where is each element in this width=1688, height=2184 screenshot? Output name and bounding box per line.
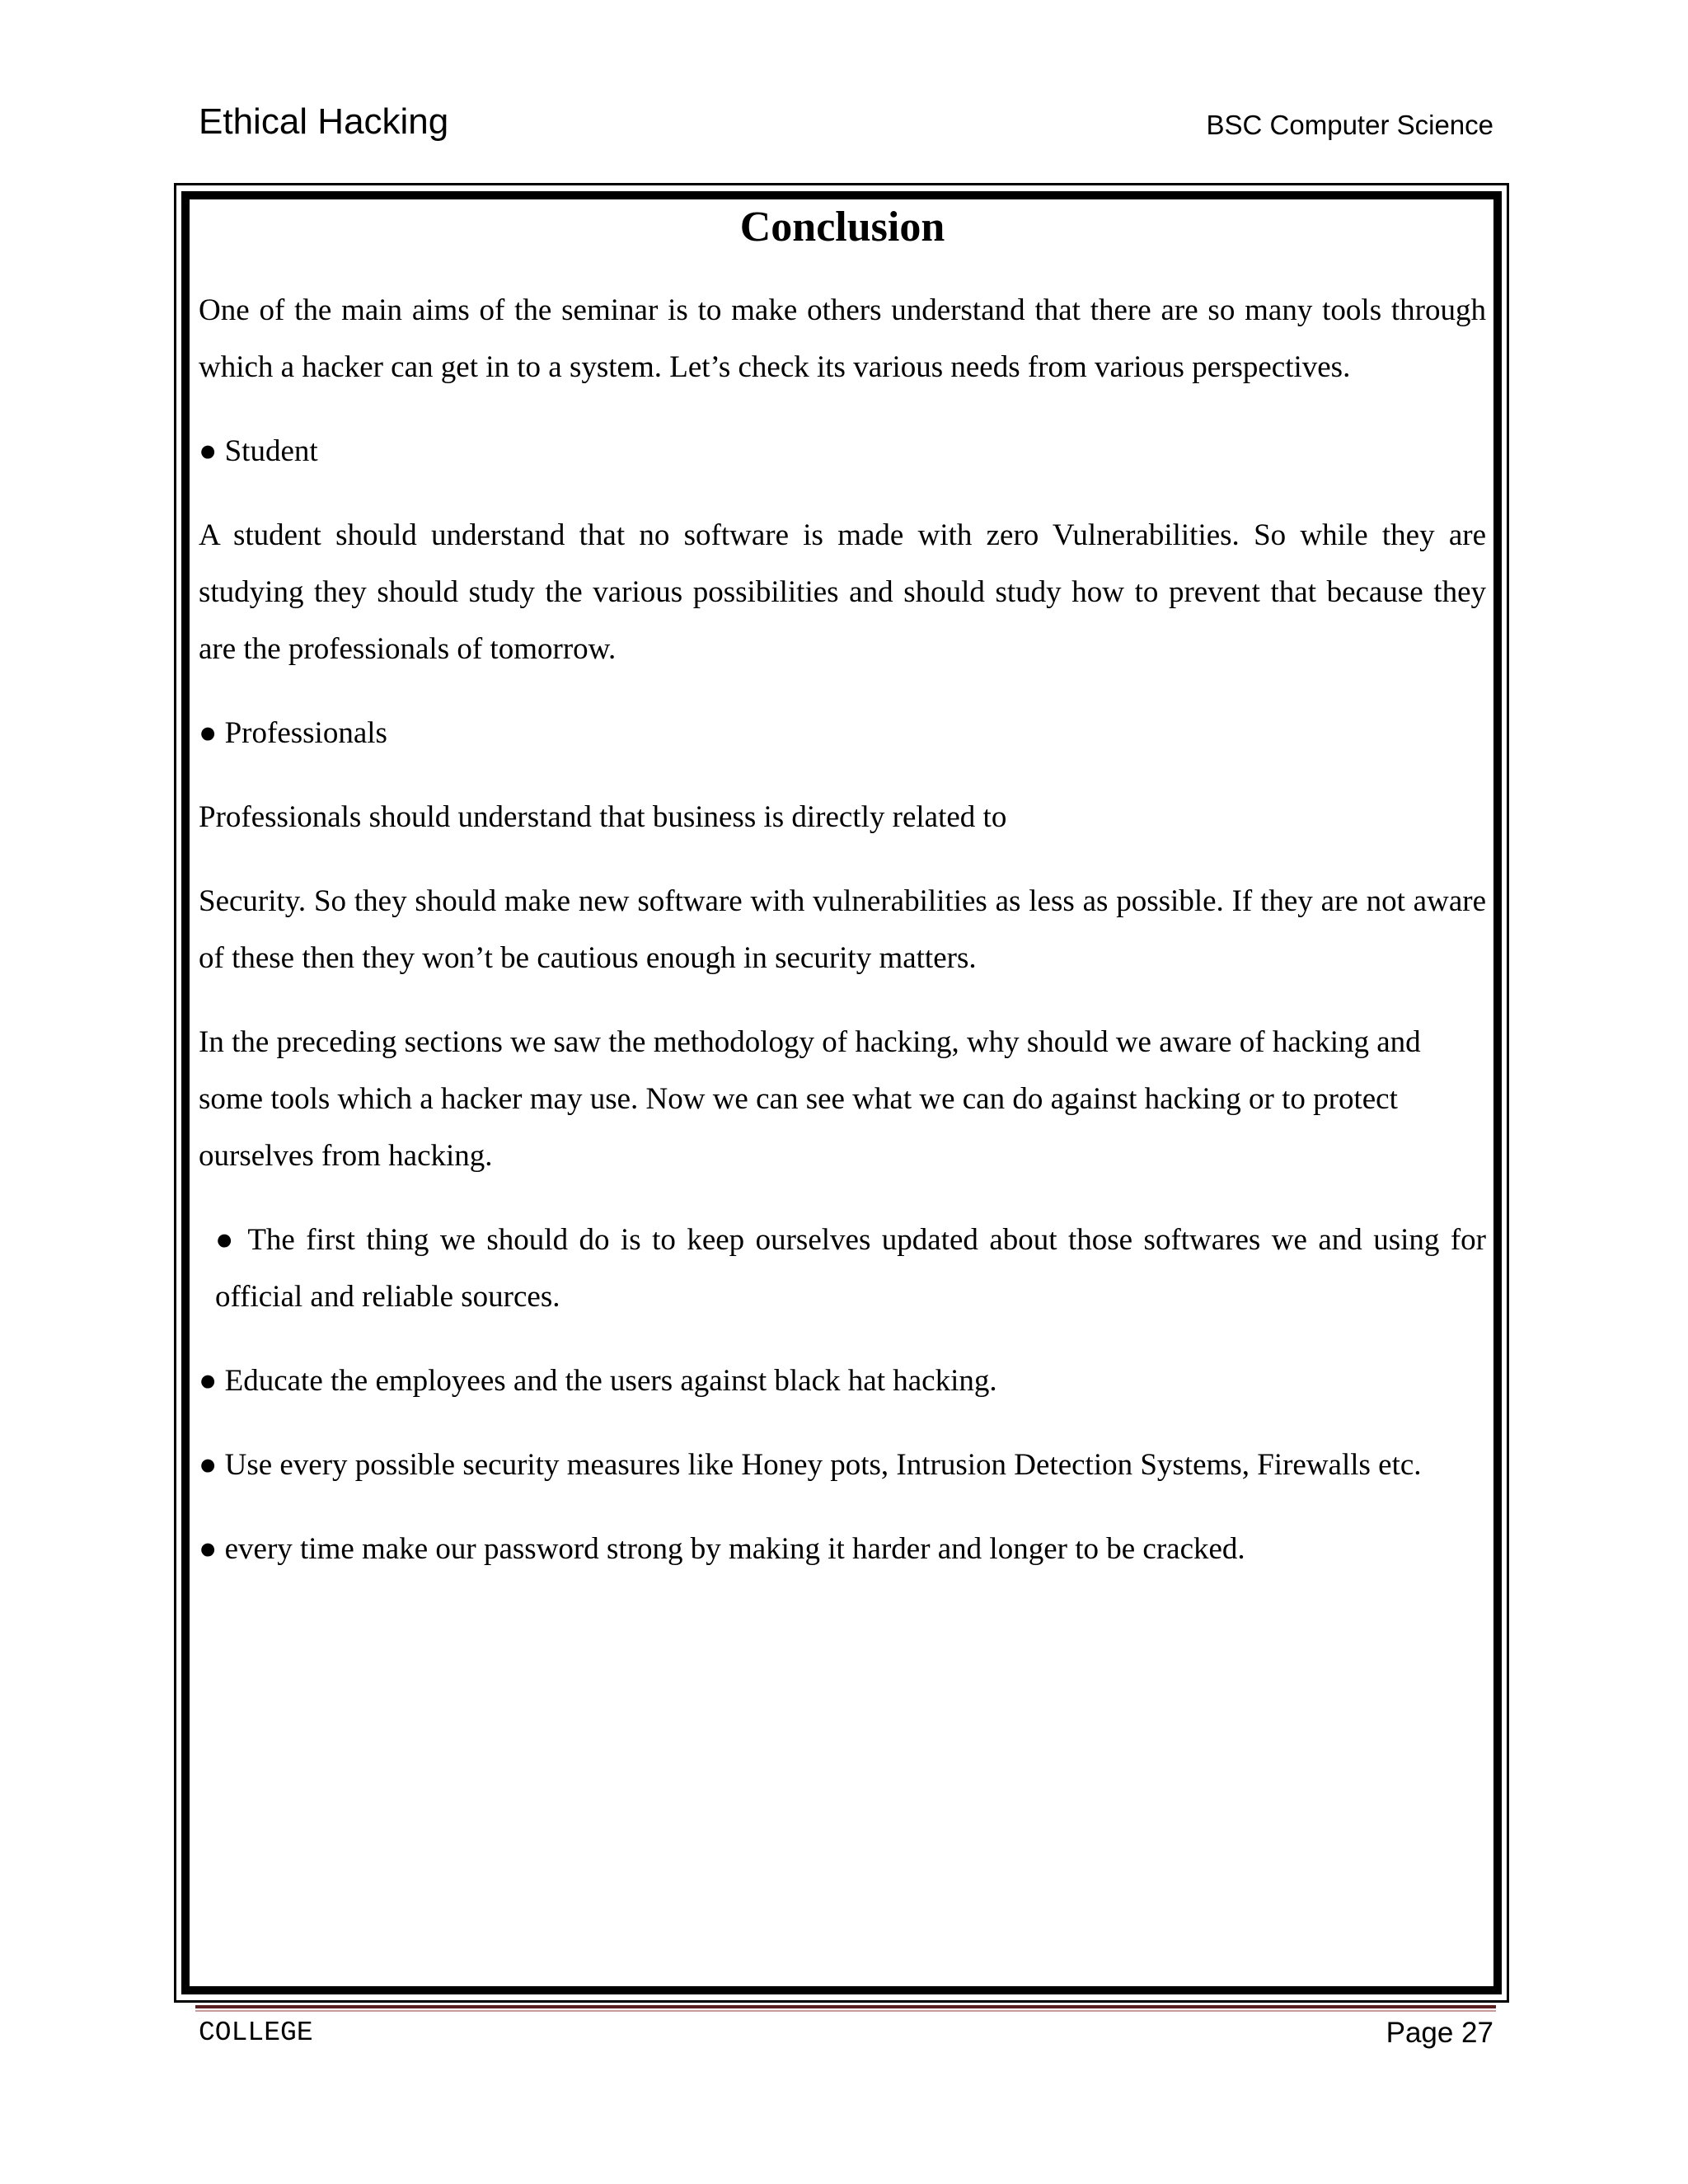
bullet-student: ● Student (199, 434, 318, 468)
methodology-paragraph: In the preceding sections we saw the methodology of hacking, why should we aware of hacking and some tools which a hacker may use. Now we can see what we can do against hacking or to protect ourselves from hacking. (199, 1025, 1421, 1173)
page-content (199, 194, 1486, 1577)
student-paragraph: A student should understand that no software is made with zero Vulnerabilities. So while they are studying they should study the various possibilities and should study how to prevent that because they are the professionals of tomorrow. (199, 518, 1486, 666)
security-paragraph: Security. So they should make new software with vulnerabilities as less as possible. If they are not aware of these then they won’t be cautious enough in security matters. (199, 884, 1486, 975)
bullet-professionals: ● Professionals (199, 716, 387, 750)
bullet-educate: ● Educate the employees and the users against black hat hacking. (199, 1364, 997, 1398)
bullet-password: ● every time make our password strong by making it harder and longer to be cracked. (199, 1532, 1245, 1566)
bullet-updates: ● The first thing we should do is to keep ourselves updated about those softwares we and using for official and reliable sources. (215, 1223, 1486, 1314)
footer-rule (195, 2005, 1496, 2008)
footer-page-number: Page 27 (1386, 2017, 1493, 2049)
running-header-title: Ethical Hacking (199, 101, 449, 142)
professionals-paragraph: Professionals should understand that business is directly related to (199, 800, 1007, 834)
footer-rule-shadow (195, 2010, 1496, 2012)
bullet-security-measures: ● Use every possible security measures like Honey pots, Intrusion Detection Systems, Firewalls etc. (199, 1448, 1422, 1482)
intro-paragraph: One of the main aims of the seminar is to make others understand that there are so many tools through which a hacker can get in to a system. Let’s check its various needs from various perspectives. (199, 293, 1486, 384)
page-title: Conclusion (739, 204, 945, 251)
footer-college: COLLEGE (199, 2018, 313, 2048)
running-header-course: BSC Computer Science (1206, 110, 1493, 140)
